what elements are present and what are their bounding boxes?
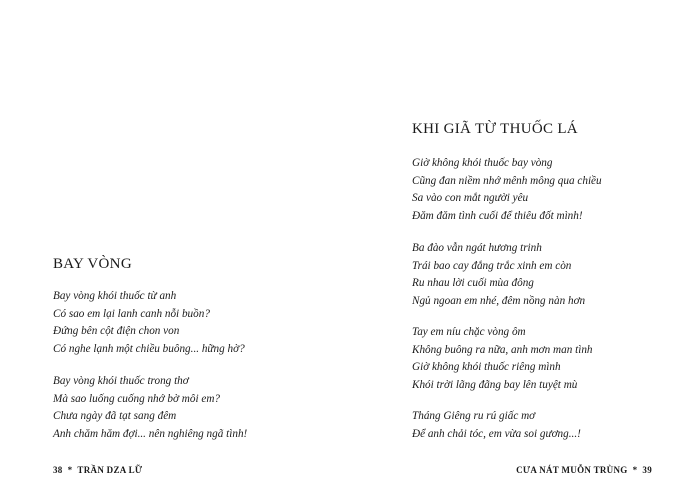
running-head: TRẦN DZA LỮ <box>77 465 143 475</box>
right-page <box>344 0 688 503</box>
poem-line: Chưa ngày đã tạt sang đêm <box>53 410 177 423</box>
poem-title: KHI GIÃ TỪ THUỐC LÁ <box>412 121 578 137</box>
stanza <box>412 324 593 394</box>
poem-line: Đứng bên cột điện chon von <box>53 325 180 338</box>
poem-line: Tháng Giêng ru rú giấc mơ <box>412 410 536 422</box>
poem-line: Bay vòng khói thuốc trong thơ <box>53 375 189 387</box>
poem-title: BAY VÒNG <box>53 256 132 272</box>
page-number: 39 <box>642 465 652 475</box>
poem-line: Có nghe lạnh một chiều buông... hững hờ? <box>53 342 245 355</box>
poem-line: Ngủ ngoan em nhé, đêm nồng nàn hơn <box>412 294 586 307</box>
poem-line: Tay em níu chặc vòng ôm <box>412 326 526 338</box>
poem-line: Ba đào vẫn ngát hương trinh <box>412 242 542 254</box>
footer-separator: * <box>67 465 73 475</box>
poem-line: Ru nhau lời cuối mùa đông <box>412 277 534 290</box>
running-head: CƯA NÁT MUỖN TRÙNG <box>516 465 628 475</box>
stanza <box>53 373 247 443</box>
poem-line: Có sao em lại lanh canh nỗi buồn? <box>53 307 210 320</box>
poem-line: Để anh chải tóc, em vừa soi gương...! <box>412 427 581 440</box>
poem-line: Bay vòng khói thuốc từ anh <box>53 290 177 302</box>
poem-line: Sa vào con mắt người yêu <box>412 192 529 205</box>
poem-line: Đăm đăm tình cuối để thiêu đốt mình! <box>412 209 583 222</box>
page-number: 38 <box>53 465 63 475</box>
page-footer <box>53 465 142 475</box>
poem-line: Khói trời lãng đãng bay lên tuyệt mù <box>412 378 578 391</box>
poem-line: Giờ không khói thuốc riêng mình <box>412 361 561 374</box>
stanza <box>53 288 245 358</box>
stanza <box>412 408 581 443</box>
poem-line: Cũng đan niềm nhớ mênh mông qua chiều <box>412 174 602 187</box>
page-footer <box>516 465 652 475</box>
poem-line: Giờ không khói thuốc bay vòng <box>412 157 553 169</box>
stanza <box>412 155 602 225</box>
poem-line: Không buông ra nữa, anh mơn man tình <box>412 343 593 356</box>
poem-line: Trái bao cay đắng trắc xinh em còn <box>412 259 572 272</box>
poem-line: Anh chăm hăm đợi... nên nghiêng ngã tình! <box>53 427 248 440</box>
footer-separator: * <box>632 465 638 475</box>
poem-line: Mà sao luống cuống nhớ bờ môi em? <box>53 392 220 405</box>
stanza <box>412 240 585 310</box>
